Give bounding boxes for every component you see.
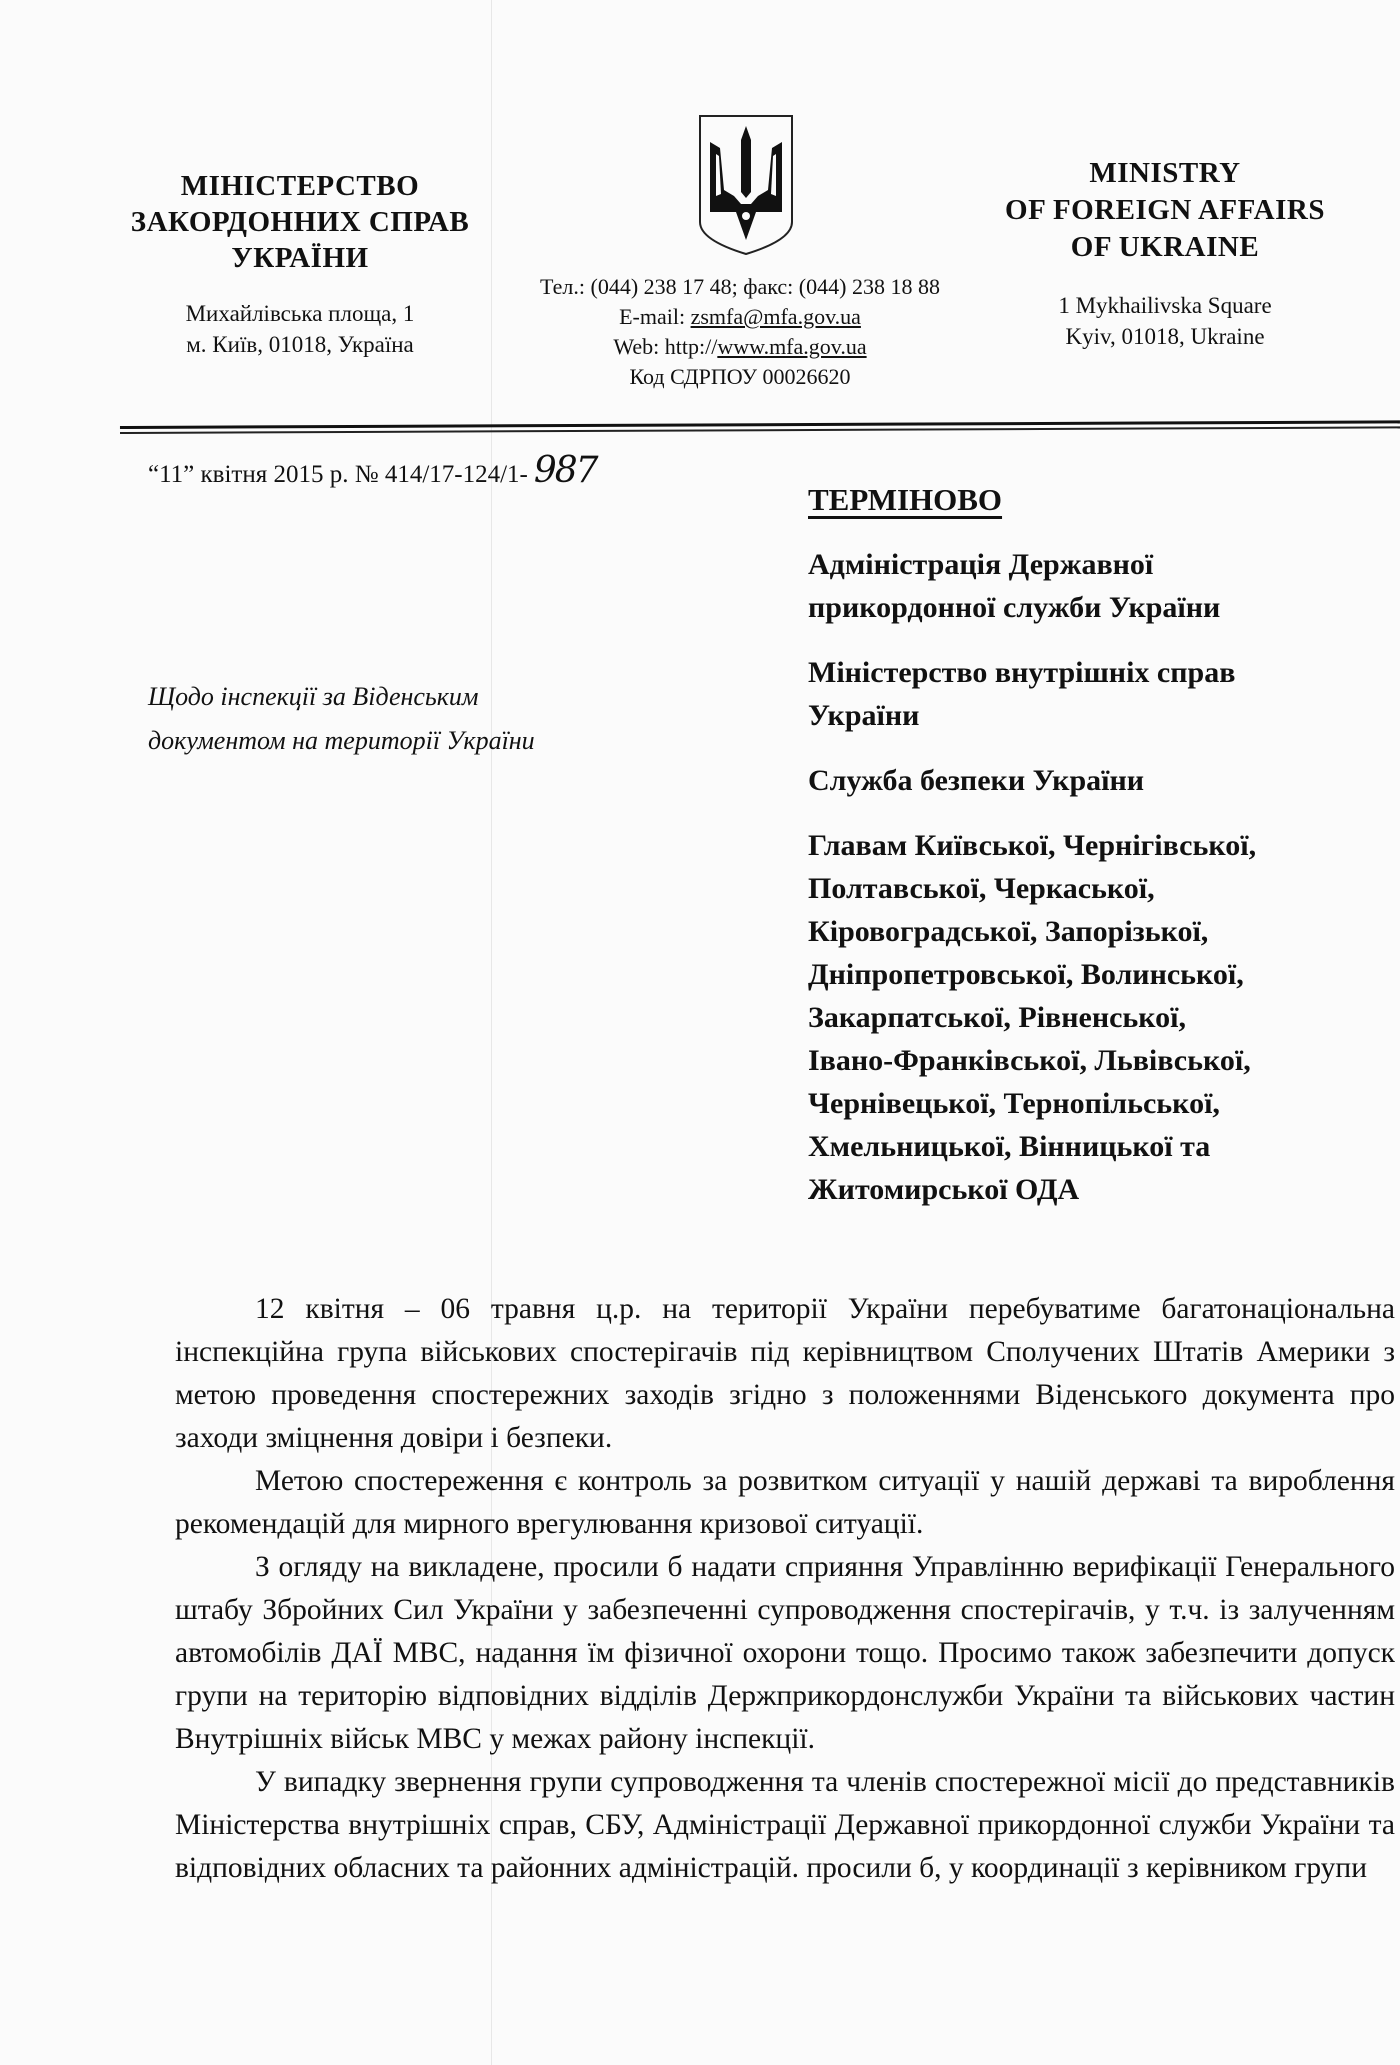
address-line: м. Київ, 01018, Україна (186, 332, 414, 357)
web-link[interactable]: www.mfa.gov.ua (717, 334, 867, 359)
web-line (470, 332, 1010, 362)
email-link[interactable]: zsmfa@mfa.gov.ua (690, 304, 861, 329)
addressee (808, 824, 1388, 1211)
document-reference (148, 450, 597, 491)
addressee-line: Закарпатської, Рівненської, (808, 1001, 1187, 1034)
body-paragraph: Метою спостереження є контроль за розвитком ситуації у нашій державі та вироблення рекомендацій для мирного врегулювання кризової ситуації. (175, 1465, 1395, 1540)
ministry-address-en (975, 290, 1355, 352)
ministry-title-en (975, 155, 1355, 266)
email-label: E-mail: (619, 304, 691, 329)
letterhead-divider (120, 420, 1400, 436)
ministry-title-line: УКРАЇНИ (231, 242, 369, 274)
addressee-line: Дніпропетровської, Волинської, (808, 958, 1244, 991)
reference-date-number: “11” квітня 2015 р. № 414/17-124/1- (148, 461, 528, 488)
subject-line: документом на території України (148, 726, 535, 755)
trident-emblem-icon (696, 112, 796, 257)
addressee-line: Кіровоградської, Запорізької, (808, 915, 1209, 948)
ministry-title-line: MINISTRY (1089, 157, 1241, 189)
ministry-title-ua (110, 168, 490, 276)
contact-block (470, 272, 1010, 392)
addressee (808, 759, 1388, 802)
addressee-line: Житомирської ОДА (808, 1173, 1080, 1206)
body-paragraph: З огляду на викладене, просили б надати сприяння Управлінню верифікації Генерального штабу Збройних Сил України у забезпеченні супроводження спостерігачів, у т.ч. із залученням автомобілів ДАЇ МВС, надання їм фізичної охорони тощо. Просимо також забезпечити допуск групи на територію відповідних відділів Держприкордонслужби України та військових частин Внутрішніх військ МВС у межах району інспекції. (175, 1551, 1395, 1755)
addressee-line: Полтавської, Черкаської, (808, 872, 1155, 905)
body-paragraph: У випадку звернення групи супроводження та членів спостережної місії до представників Міністерства внутрішніх справ, СБУ, Адміністрації Державної прикордонної служби України та відповідних обласних та районних адміністрацій. просили б, у координації з керівником групи (175, 1766, 1395, 1884)
subject-line: Щодо інспекції за Віденським (148, 682, 479, 711)
body-paragraph: 12 квітня – 06 травня ц.р. на території України перебуватиме багатонаціональна інспекційна група військових спостерігачів під керівництвом Сполучених Штатів Америки з метою проведення спостережних заходів згідно з положеннями Віденського документа про заходи зміцнення довіри і безпеки. (175, 1293, 1395, 1454)
ministry-address-ua (110, 298, 490, 360)
subject (148, 675, 668, 763)
addressee-line: прикордонної служби України (808, 591, 1221, 624)
addressee-line: Міністерство внутрішніх справ (808, 656, 1236, 689)
address-line: Kyiv, 01018, Ukraine (1065, 324, 1265, 349)
address-line: 1 Mykhailivska Square (1058, 293, 1272, 318)
ministry-title-line: МІНІСТЕРСТВО (180, 170, 420, 202)
letter-body (175, 1288, 1395, 1890)
handwritten-number: 987 (533, 450, 597, 491)
ministry-title-line: OF UKRAINE (1070, 231, 1260, 263)
addressee-line: Адміністрація Державної (808, 548, 1154, 581)
addressee-line: України (808, 699, 920, 732)
addressee-block (808, 478, 1388, 1233)
addressee-line: Чернівецької, Тернопільської, (808, 1087, 1220, 1120)
ministry-title-line: OF FOREIGN AFFAIRS (1005, 194, 1325, 226)
email-line (470, 302, 1010, 332)
web-label: Web: http:// (613, 334, 718, 359)
edrpou-code: Код СДРПОУ 00026620 (629, 364, 851, 389)
letterhead-left (110, 168, 490, 360)
addressee-line: Івано-Франківської, Львівської, (808, 1044, 1251, 1077)
addressee-line: Служба безпеки України (808, 764, 1145, 797)
phone-fax: Тел.: (044) 238 17 48; факс: (044) 238 18 88 (540, 274, 940, 299)
ministry-title-line: ЗАКОРДОННИХ СПРАВ (130, 206, 470, 238)
addressee (808, 543, 1388, 629)
addressee (808, 651, 1388, 737)
address-line: Михайлівська площа, 1 (185, 301, 415, 326)
urgent-marker: ТЕРМІНОВО (808, 482, 1003, 517)
addressee-line: Хмельницької, Вінницької та (808, 1130, 1211, 1163)
addressee-line: Главам Київської, Чернігівської, (808, 829, 1257, 862)
letterhead-right (975, 155, 1355, 352)
